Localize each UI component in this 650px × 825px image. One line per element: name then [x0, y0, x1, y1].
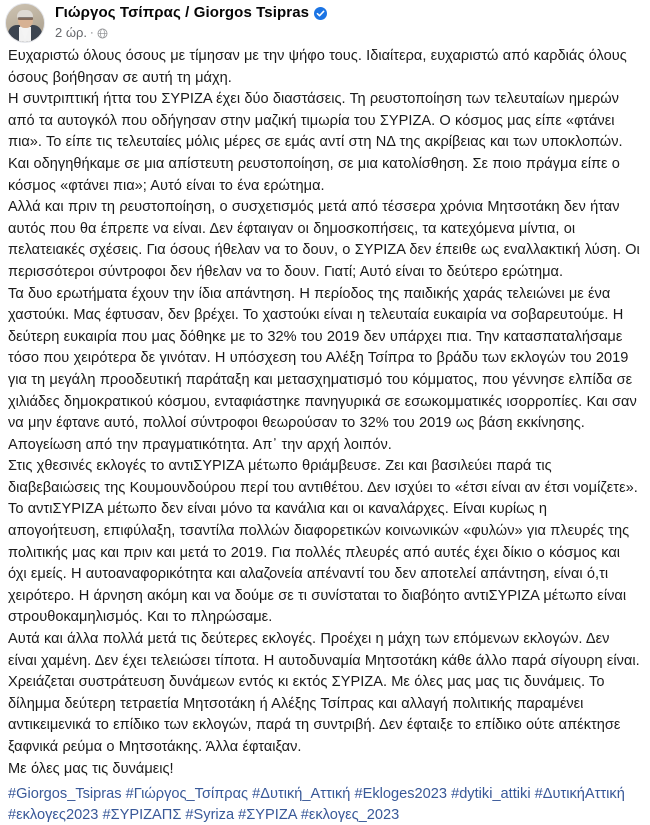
- hashtag-list: [0, 780, 650, 825]
- author-name-row: [55, 3, 327, 23]
- post-message: [0, 43, 650, 780]
- post-paragraph: Η συντριπτική ήττα του ΣΥΡΙΖΑ έχει δύο διαστάσεις. Τη ρευστοποίηση των τελευταίων ημερών από τα αυτογκόλ που οδήγησαν στην μαζική τιμωρία του ΣΥΡΙΖΑ. Ο κόσμος μας είπε «φτάνει πια». Το είπε τις τελευταίες μόλις μέρες σε εμάς αντί στη ΝΔ της ακρίβειας και των υποκλοπών. Και οδηγηθήκαμε σε μια απίστευτη ρευστοποίηση, σε μια κατολίσθηση. Σε ποιο πράγμα είπε ο κόσμος «φτάνει πια»; Αυτό είναι το ένα ερώτημα.: [8, 91, 623, 194]
- hashtag-link[interactable]: #ΣΥΡΙΖΑ: [238, 806, 297, 823]
- post-paragraph: Τα δυο ερωτήματα έχουν την ίδια απάντηση. Η περίοδος της παιδικής χαράς τελειώνει με ένα χαστούκι. Μας έφτυσαν, δεν βρέχει. Το χαστούκι είναι η τελευταία ευκαιρία να σοβαρευτούμε. Η δεύτερη ευκαιρία που μας δόθηκε με το 32% του 2019 δεν υπάρχει πια. Την κατασπαταλήσαμε τόσο που χειρότερα δε γινόταν. Η υπόσχεση του Αλέξη Τσίπρα το βράδυ των εκλογών του 2019 για τη μεγάλη προοδευτική παράταξη και μετασχηματισμό του κόμματος, που γέννησε ελπίδα σε χιλιάδες δημοκρατικού κόσμου, ενταφιάστηκε πανηγυρικά σε εσωκομματικές ισορροπίες. Και σαν να μην έφτανε αυτό, πολλοί σύντροφοι θεωρούσαν το 32% του 2019 ως βάση εκκίνησης. Απογείωση από την πραγματικότητα. Απ᾽ την αρχή λοιπόν.: [8, 285, 637, 453]
- post-timestamp[interactable]: 2 ώρ.: [55, 25, 87, 40]
- globe-icon[interactable]: [97, 28, 108, 39]
- hashtag-link[interactable]: #Giorgos_Tsipras: [8, 786, 122, 803]
- meta-separator: ·: [90, 27, 94, 39]
- verified-badge-icon: [314, 7, 327, 20]
- post-header: [0, 0, 650, 43]
- hashtag-link[interactable]: #Δυτική_Αττική: [252, 786, 351, 803]
- avatar-glasses: [18, 17, 33, 20]
- hashtag-link[interactable]: #Γιώργος_Τσίπρας: [125, 786, 249, 803]
- hashtag-link[interactable]: #Syriza: [185, 806, 235, 823]
- hashtag-link[interactable]: #εκλογες2023: [8, 806, 99, 823]
- hashtag-link[interactable]: #ΣΥΡΙΖΑΠΣ: [102, 806, 182, 823]
- avatar[interactable]: [5, 3, 45, 43]
- hashtag-link[interactable]: #ΔυτικήΑττική: [534, 786, 625, 803]
- hashtag-link[interactable]: #Ekloges2023: [354, 786, 448, 803]
- post-paragraph: Στις χθεσινές εκλογές το αντιΣΥΡΙΖΑ μέτωπο θριάμβευσε. Ζει και βασιλεύει παρά τις διαβεβαιώσεις της Κουμουνδούρου περί του αντιθέτου. Δεν ισχύει το «έτσι είναι αν έτσι νομίζετε». Το αντιΣΥΡΙΖΑ μέτωπο δεν είναι μόνο τα κανάλια και οι καναλάρχες. Είναι κυρίως η απογοήτευση, επιφύλαξη, τσαντίλα πολλών διαφορετικών κοινωνικών «φυλών» για πλευρές της πολιτικής μας και πριν και μετά το 2019. Για πολλές πλευρές από αυτές έχει δίκιο ο κόσμος και όχι εμείς. Η αυτοαναφορικότητα και αλαζονεία απέναντί του δεν αποτελεί απάντηση, είναι ό,τι χειρότερο. Η άρνηση ακόμη και να δούμε σε τι συνίσταται το διαβόητο αντιΣΥΡΙΖΑ μέτωπο είναι στρουθοκαμηλισμός. Και το πληρώσαμε.: [8, 458, 638, 626]
- post-paragraph: Αλλά και πριν τη ρευστοποίηση, ο συσχετισμός μετά από τέσσερα χρόνια Μητσοτάκη δεν ήταν αυτός που θα έπρεπε να είναι. Δεν έφταιγαν οι δημοσκοπήσεις, τα κατεχόμενα μίντια, οι πελατειακές σχέσεις. Για όσους ήθελαν να το δουν, ο ΣΥΡΙΖΑ δεν έπειθε ως εναλλακτική λύση. Οι περισσότεροι σύντροφοι δεν ήθελαν να το δουν. Γιατί; Αυτό είναι το δεύτερο ερώτημα.: [8, 199, 640, 280]
- post-paragraph: Αυτά και άλλα πολλά μετά τις δεύτερες εκλογές. Προέχει η μάχη των επόμενων εκλογών. Δεν είναι χαμένη. Δεν έχει τελειώσει τίποτα. Η αυτοδυναμία Μητσοτάκη κάθε άλλο παρά σίγουρη είναι. Χρειάζεται συστράτευση δυνάμεων εντός κι εκτός ΣΥΡΙΖΑ. Με όλες μας μας τις δυνάμεις. Το δίλημμα δεύτερη τετραετία Μητσοτάκη ή Αλέξης Τσίπρας και αλλαγή πολιτικής παραμένει αντικειμενικά το επίδικο των εκλογών, παρά τη συντριβή. Δεν έφταιξε το επίδικο ούτε απέκτησε ξαφνικά ρεύμα ο Μητσοτάκης. Άλλα έφταιξαν.: [8, 631, 640, 755]
- post-paragraph: Με όλες μας τις δυνάμεις!: [8, 760, 174, 777]
- author-block: [55, 3, 327, 42]
- hashtag-link[interactable]: #dytiki_attiki: [451, 786, 531, 803]
- author-name[interactable]: Γιώργος Τσίπρας / Giorgos Tsipras: [55, 4, 310, 21]
- post-meta-row: [55, 24, 327, 42]
- post-paragraph: Ευχαριστώ όλους όσους με τίμησαν με την ψήφο τους. Ιδιαίτερα, ευχαριστώ από καρδιάς όλους όσους βοήθησαν σε αυτή τη μάχη.: [8, 48, 627, 86]
- hashtag-link[interactable]: #εκλογες_2023: [300, 806, 400, 823]
